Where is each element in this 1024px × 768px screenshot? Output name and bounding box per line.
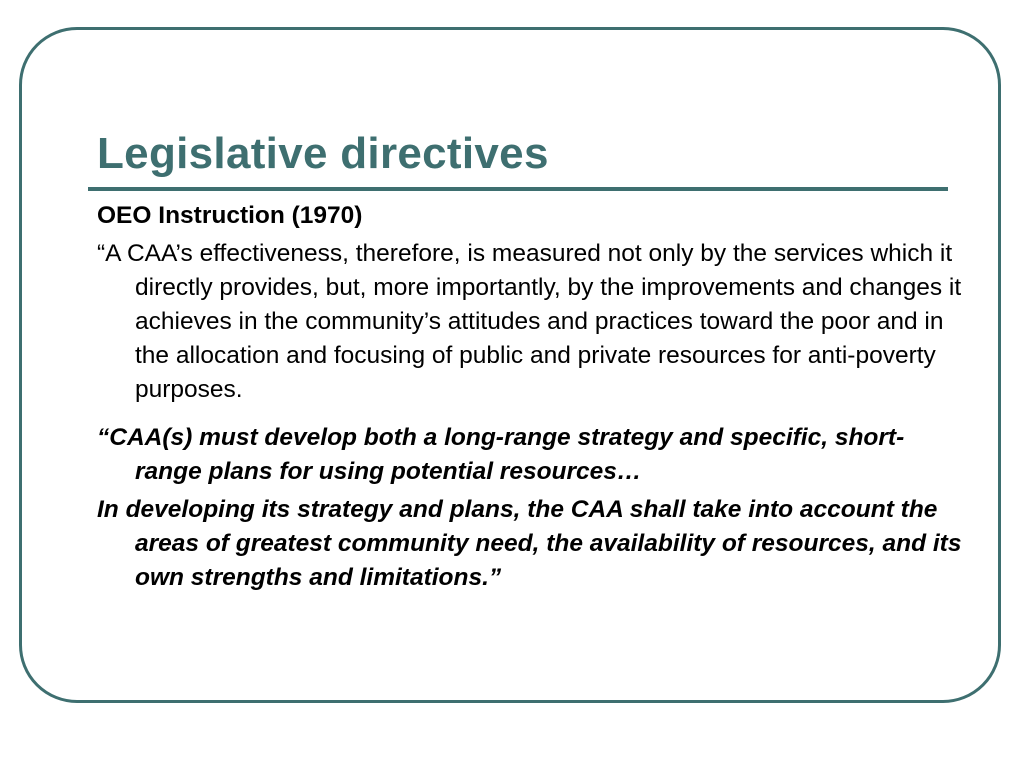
quote-paragraph-2: “CAA(s) must develop both a long-range strategy and specific, short-range plans for using potential resources… [97, 424, 905, 485]
slide-body [97, 199, 969, 595]
quote-paragraph-3: In developing its strategy and plans, the CAA shall take into account the areas of greatest community need, the availability of resources, and its own strengths and limitations.” [97, 496, 962, 591]
quote-paragraph-1: “A CAA’s effectiveness, therefore, is measured not only by the services which it directly provides, but, more importantly, by the improvements and changes it achieves in the community’s attitudes and practices toward the poor and in the allocation and focusing of public and private resources for anti-poverty purposes. [97, 240, 962, 403]
subheading: OEO Instruction (1970) [97, 202, 363, 229]
slide-title: Legislative directives [97, 129, 549, 178]
title-underline [88, 187, 948, 191]
